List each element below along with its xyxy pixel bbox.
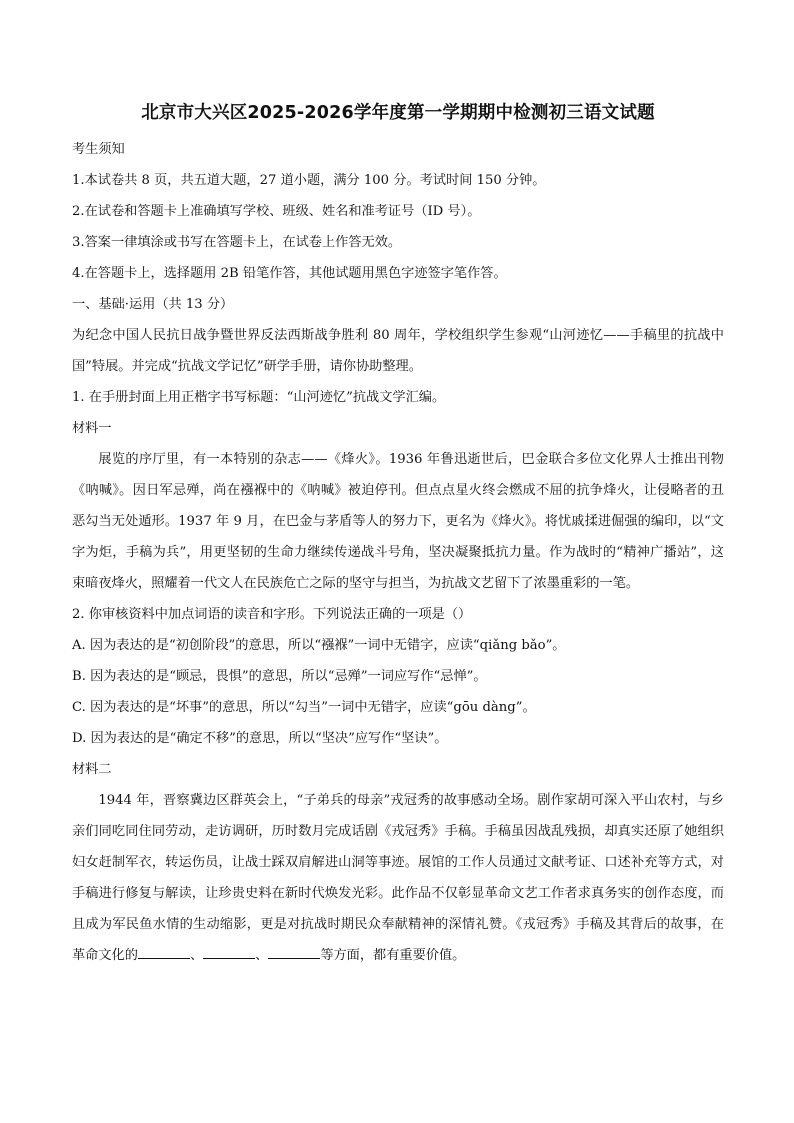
notice-heading: 考生须知 <box>72 142 125 157</box>
option-d: D. 因为表达的是“确定不移”的意思，所以“坚决”应写作“坚诀”。 <box>72 731 448 746</box>
section-heading: 一、基础·运用（共 13 分） <box>72 297 234 312</box>
blank-separator: 、 <box>255 948 269 963</box>
fill-blank-3[interactable] <box>268 945 320 959</box>
notice-item: 1.本试卷共 8 页，共五道大题，27 道小题，满分 100 分。考试时间 150 分钟。 <box>72 173 546 188</box>
blank-separator: 、 <box>189 948 204 963</box>
material-2-paragraph <box>72 785 724 971</box>
material-2-ending: 等方面，都有重要价值。 <box>320 948 466 963</box>
section-intro: 为纪念中国人民抗日战争暨世界反法西斯战争胜利 80 周年，学校组织学生参观“山河迹忆——手稿里的抗战中国”特展。并完成“抗战文学记忆”研学手册，请你协助整理。 <box>72 328 724 374</box>
exam-page <box>72 100 724 971</box>
material-1-text: 展览的序厅里，有一本特别的杂志——《烽火》。1936 年鲁迅逝世后，巴金联合多位文化界人士推出刊物《呐喊》。因日军忌殚，尚在襁褓中的《呐喊》被迫停刊。但点点星火终会燃成不屈的抗争烽火，让侵略者的丑恶勾当无处遁形。1937 年 9 月，在巴金与茅盾等人的努力下，更名为《烽火》。将忧戚揉进倔强的编印，以“文字为炬，手稿为兵”，用更坚韧的生命力继续传递战斗号角，坚决凝聚抵抗力量。作为战时的“精神广播站”，这束暗夜烽火，照耀着一代文人在民族危亡之际的坚守与担当，为抗战文艺留下了浓墨重彩的一笔。 <box>72 452 724 591</box>
fill-blank-1[interactable] <box>138 945 190 959</box>
material-2-text: 1944 年，晋察冀边区群英会上，“子弟兵的母亲”戎冠秀的故事感动全场。剧作家胡可深入平山农村，与乡亲们同吃同住同劳动，走访调研，历时数月完成话剧《戎冠秀》手稿。手稿虽因战乱残损，却真实还原了她组织妇女赶制军衣，转运伤员，让战士踩双肩解进山洞等事迹。展馆的工作人员通过文献考证、口述补充等方式，对手稿进行修复与解读，让珍贵史料在新时代焕发光彩。此作品不仅彰显革命文艺工作者求真务实的创作态度，而且成为军民鱼水情的生动缩影，更是对抗战时期民众奉献精神的深情礼赞。《戎冠秀》手稿及其背后的故事，在革命文化的 <box>72 793 724 963</box>
option-c: C. 因为表达的是“坏事”的意思，所以“勾当”一词中无错字，应读“gōu dàng”。 <box>72 700 536 715</box>
question-1: 1. 在手册封面上用正楷字书写标题：“山河迹忆”抗战文学汇编。 <box>72 390 446 405</box>
notice-item: 3.答案一律填涂或书写在答题卡上，在试卷上作答无效。 <box>72 235 402 250</box>
fill-blank-2[interactable] <box>203 945 255 959</box>
material-1-label: 材料一 <box>72 421 112 436</box>
exam-title: 北京市大兴区2025-2026学年度第一学期期中检测初三语文试题 <box>141 103 655 123</box>
option-b: B. 因为表达的是“顾忌，畏惧”的意思，所以“忌殚”一词应写作“忌惮”。 <box>72 669 487 684</box>
option-a: A. 因为表达的是“初创阶段”的意思，所以“襁褓”一词中无错字，应读“qiǎng bǎo”。 <box>72 638 566 653</box>
notice-item: 4.在答题卡上，选择题用 2B 铅笔作答，其他试题用黑色字迹签字笔作答。 <box>72 266 507 281</box>
material-2-label: 材料二 <box>72 762 112 777</box>
notice-item: 2.在试卷和答题卡上准确填写学校、班级、姓名和准考证号（ID 号）。 <box>72 204 481 219</box>
question-2: 2. 你审核资料中加点词语的读音和字形。下列说法正确的一项是（） <box>72 607 472 622</box>
